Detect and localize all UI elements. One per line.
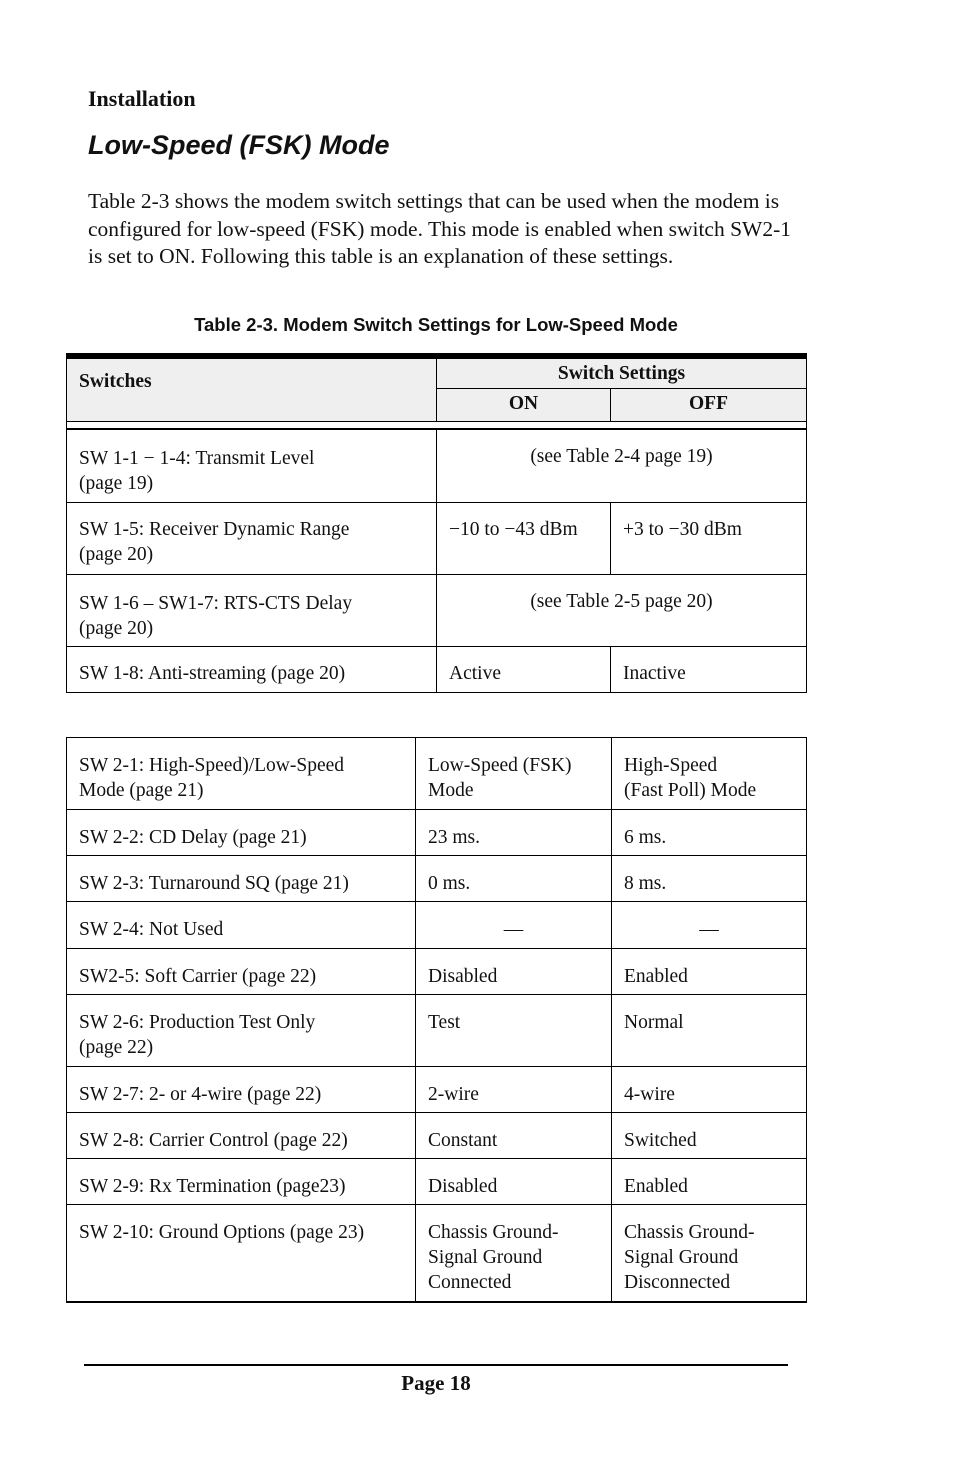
setting-on: 0 ms. xyxy=(416,856,612,902)
switch-name: SW 1-6 – SW1-7: RTS-CTS Delay xyxy=(79,592,353,614)
table-row xyxy=(67,429,807,502)
setting-on: 2-wire xyxy=(416,1067,612,1113)
switch-name: SW 2-7: 2- or 4-wire (page 22) xyxy=(67,1067,416,1113)
setting-on-cont: Connected xyxy=(428,1272,512,1293)
setting-on: Disabled xyxy=(416,1159,612,1205)
switch-settings-table-2 xyxy=(66,737,807,1303)
table-row xyxy=(67,1205,807,1302)
switch-name: SW 2-9: Rx Termination (page23) xyxy=(67,1159,416,1205)
switch-name: SW 2-1: High-Speed)/Low-Speed xyxy=(79,755,345,776)
setting-off: 6 ms. xyxy=(612,810,807,856)
table-row xyxy=(67,810,807,856)
switch-page: (page 20) xyxy=(79,543,154,565)
setting-on-cont: Signal Ground xyxy=(428,1247,543,1268)
switch-page: (page 20) xyxy=(79,617,154,639)
table-row xyxy=(67,646,807,692)
setting-off: +3 to −30 dBm xyxy=(611,502,807,574)
switch-settings-table-1 xyxy=(66,353,807,693)
setting-on: Active xyxy=(437,646,611,692)
switch-name: SW 1-1 − 1-4: Transmit Level xyxy=(79,448,315,469)
switch-page: (page 19) xyxy=(79,473,154,494)
setting-off: Enabled xyxy=(612,1159,807,1205)
setting-off: High-Speed xyxy=(624,755,718,776)
setting-on: — xyxy=(416,902,612,949)
switch-name: SW2-5: Soft Carrier (page 22) xyxy=(67,949,416,995)
header-switches: Switches xyxy=(67,356,437,421)
switch-name: SW 1-5: Receiver Dynamic Range xyxy=(79,518,350,540)
setting-on: Test xyxy=(416,995,612,1067)
table-row xyxy=(67,1113,807,1159)
setting-off: Switched xyxy=(612,1113,807,1159)
setting-on: Chassis Ground- xyxy=(428,1222,559,1243)
setting-on: −10 to −43 dBm xyxy=(437,502,611,574)
setting-off: Inactive xyxy=(611,646,807,692)
footer-divider xyxy=(84,1364,788,1366)
setting-off-cont: (Fast Poll) Mode xyxy=(624,780,757,801)
switch-name: SW 1-8: Anti-streaming (page 20) xyxy=(67,646,437,692)
switch-name: SW 2-10: Ground Options (page 23) xyxy=(67,1205,416,1302)
setting-off-cont: Signal Ground xyxy=(624,1247,739,1268)
switch-name: SW 2-2: CD Delay (page 21) xyxy=(67,810,416,856)
setting-off: — xyxy=(612,902,807,949)
setting-off: Enabled xyxy=(612,949,807,995)
table-row xyxy=(67,1159,807,1205)
switch-name: SW 2-6: Production Test Only xyxy=(79,1012,316,1033)
section-header: Installation xyxy=(88,86,196,111)
table-row xyxy=(67,502,807,574)
table-row xyxy=(67,1067,807,1113)
table-row xyxy=(67,949,807,995)
switch-name-cont: Mode (page 21) xyxy=(79,780,204,801)
table-caption: Table 2-3. Modem Switch Settings for Low-Speed Mode xyxy=(194,314,678,335)
table-row xyxy=(67,902,807,949)
setting-on: 23 ms. xyxy=(416,810,612,856)
setting-off: Normal xyxy=(612,995,807,1067)
intro-paragraph: Table 2-3 shows the modem switch settings that can be used when the modem is configured for low-speed (FSK) mode. This mode is enabled when switch SW2-1 is set to ON. Following this table is an explanation of these settings. xyxy=(88,189,791,268)
switch-name: SW 2-8: Carrier Control (page 22) xyxy=(67,1113,416,1159)
switch-name-cont: (page 22) xyxy=(79,1037,154,1058)
header-switch-settings: Switch Settings xyxy=(437,356,807,388)
setting-off: 8 ms. xyxy=(612,856,807,902)
switch-name: SW 2-3: Turnaround SQ (page 21) xyxy=(67,856,416,902)
header-off: OFF xyxy=(611,388,807,421)
table-row xyxy=(67,995,807,1067)
table-row xyxy=(67,856,807,902)
switch-name: SW 2-4: Not Used xyxy=(67,902,416,949)
table-row xyxy=(67,738,807,810)
setting-off: 4-wire xyxy=(612,1067,807,1113)
table-row xyxy=(67,574,807,646)
setting-off: Chassis Ground- xyxy=(624,1222,755,1243)
page-title: Low-Speed (FSK) Mode xyxy=(88,130,390,160)
setting-on: Disabled xyxy=(416,949,612,995)
setting-span: (see Table 2-5 page 20) xyxy=(437,574,807,646)
setting-on: Low-Speed (FSK) xyxy=(428,755,572,776)
setting-on: Constant xyxy=(416,1113,612,1159)
setting-on-cont: Mode xyxy=(428,780,474,801)
page-number: Page 18 xyxy=(401,1371,471,1395)
setting-span: (see Table 2-4 page 19) xyxy=(437,429,807,502)
setting-off-cont: Disconnected xyxy=(624,1272,731,1293)
header-on: ON xyxy=(437,388,611,421)
